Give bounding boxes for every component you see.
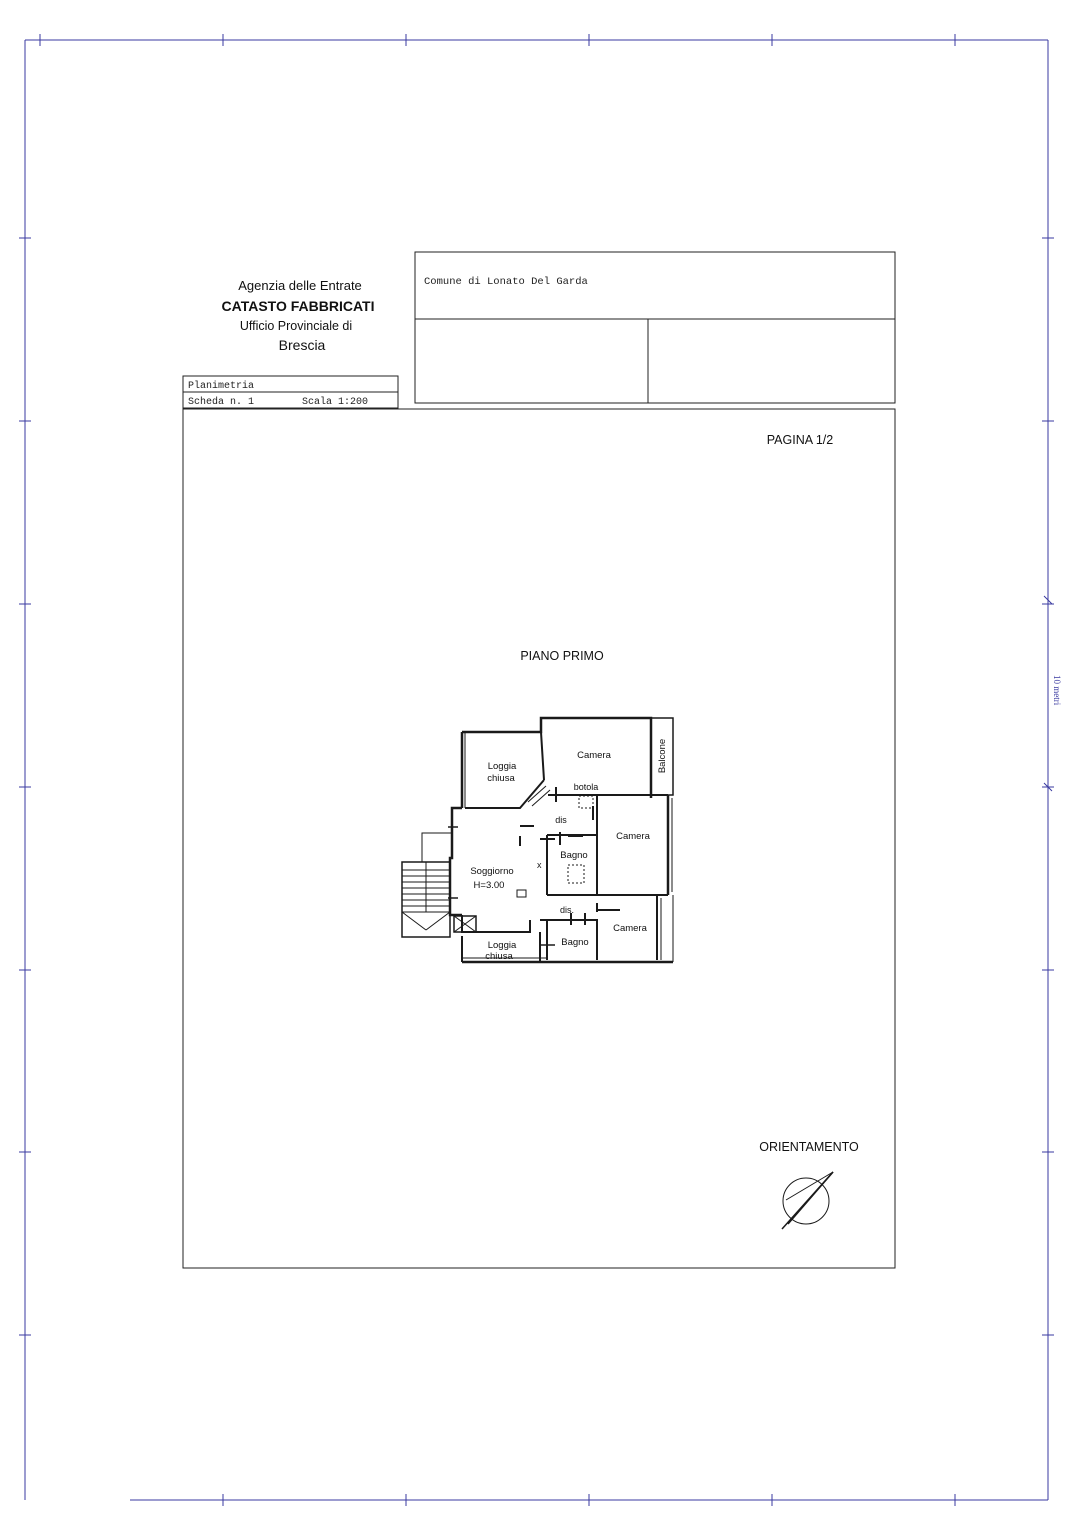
- floor-title: PIANO PRIMO: [520, 649, 604, 663]
- room-dis-2: dis.: [559, 905, 575, 915]
- planimetria-label: Planimetria: [188, 381, 255, 392]
- comune-label: Comune di Lonato Del Garda: [424, 276, 588, 288]
- room-camera-bottom: Camera: [613, 923, 647, 934]
- province-label: Brescia: [278, 337, 326, 353]
- label-botola: botola: [573, 782, 599, 792]
- room-bagno-1: Bagno: [560, 850, 588, 861]
- ufficio-label: Ufficio Provinciale di: [239, 319, 353, 333]
- scheda-label: Scheda n. 1: [188, 397, 255, 408]
- room-loggia-bottom-line1: Loggia: [487, 940, 517, 951]
- room-camera-top: Camera: [577, 750, 611, 761]
- room-dis-1: dis: [555, 815, 567, 825]
- north-arrow-icon: [782, 1172, 833, 1229]
- room-camera-right: Camera: [616, 831, 650, 842]
- scale-bar-label: 10 metri: [1052, 675, 1062, 706]
- catasto-title: CATASTO FABBRICATI: [221, 298, 375, 314]
- room-bagno-2: Bagno: [561, 937, 589, 948]
- scala-label: Scala 1:200: [302, 397, 369, 408]
- svg-text:x: x: [537, 860, 542, 870]
- agency-title: Agenzia delle Entrate: [238, 278, 362, 293]
- room-balcone: Balcone: [657, 738, 668, 774]
- page-number: PAGINA 1/2: [766, 433, 834, 447]
- sheet-frame: [19, 34, 1054, 1506]
- room-height: H=3.00: [473, 880, 505, 891]
- room-loggia-top-line2: chiusa: [487, 773, 515, 784]
- room-loggia-top-line1: Loggia: [487, 761, 517, 772]
- comune-box: [415, 252, 895, 403]
- room-soggiorno: Soggiorno: [470, 866, 514, 877]
- orientation-label: ORIENTAMENTO: [759, 1140, 859, 1154]
- scale-bar: [1044, 596, 1052, 791]
- room-loggia-bottom-line2: chiusa: [485, 951, 513, 962]
